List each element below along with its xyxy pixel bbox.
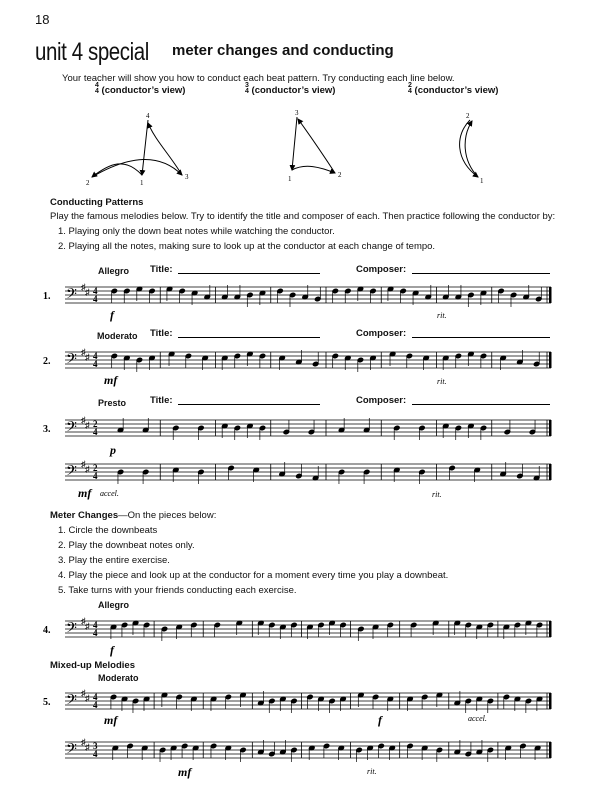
sharp-icon: ♯ [81,459,86,469]
rit-marking: rit. [432,490,442,499]
page-number: 18 [35,12,50,27]
meter-changes-suffix: —On the pieces below: [118,510,217,521]
unit-title: unit 4 special [35,38,149,66]
line-number: 2. [43,356,51,367]
rit-marking: rit. [437,377,447,386]
bass-clef-icon: 𝄢 [66,463,77,482]
bass-clef-icon: 𝄢 [66,419,77,438]
meter-step-5: 5. Take turns with your friends conducting each exercise. [58,585,297,596]
beat-2: 2 [338,171,342,179]
final-bar-line [549,621,552,637]
title-label: Title: [150,328,173,339]
sharp-icon: ♯ [85,420,90,430]
sharp-icon: ♯ [85,352,90,362]
dynamic-marking: f [378,713,382,727]
pattern-step-1: 1. Playing only the down beat notes while watching the conductor. [58,226,335,237]
title-label: Title: [150,395,173,406]
time-signature-top: 4 [93,351,98,361]
beat-2: 2 [86,179,90,187]
bass-clef-icon: 𝄢 [66,620,77,639]
meter-step-3: 3. Play the entire exercise. [58,555,170,566]
final-bar-line [549,420,552,436]
dynamic-marking: mf [104,373,118,387]
sharp-icon: ♯ [85,693,90,703]
accel-marking: accel. [468,714,487,723]
time-signature-bottom: 4 [93,427,98,437]
time-signature-bottom: 4 [93,471,98,481]
sharp-icon: ♯ [81,415,86,425]
beat-1: 1 [288,175,292,183]
time-signature-top: 4 [93,286,98,296]
final-bar-line [549,287,552,303]
time-signature: 3 4 [245,82,249,95]
pattern-step-2: 2. Playing all the notes, making sure to look up at the conductor at each change of tempo. [58,241,436,252]
final-bar-line [549,464,552,480]
bass-clef-icon: 𝄢 [66,692,77,711]
final-bar-line [549,352,552,368]
sharp-icon: ♯ [85,621,90,631]
view-label: (conductor’s view) [414,85,499,96]
dynamic-marking: mf [178,765,192,779]
conducting-patterns-heading: Conducting Patterns [50,197,144,208]
mixed-up-heading: Mixed-up Melodies [50,660,135,671]
title-label: Title: [150,264,173,275]
line-number: 5. [43,697,51,708]
intro-text: Your teacher will show you how to conduct each beat pattern. Try conducting each line below. [62,73,455,84]
time-signature-top: 2 [93,419,98,429]
time-signature: 4 4 [95,82,99,95]
bass-clef-icon: 𝄢 [66,286,77,305]
tempo-marking: Allegro [98,600,130,610]
sharp-icon: ♯ [85,464,90,474]
conducting-instructions: Play the famous melodies below. Try to identify the title and composer of each. Then practice following the conductor by: [50,211,556,222]
line-number: 4. [43,625,51,636]
sharp-icon: ♯ [81,688,86,698]
tempo-marking: Presto [98,398,127,408]
sharp-icon: ♯ [81,282,86,292]
tempo-marking: Allegro [98,266,130,276]
rit-marking: rit. [367,767,377,776]
view-label: (conductor’s view) [251,85,336,96]
bass-clef-icon: 𝄢 [66,351,77,370]
meter-step-1: 1. Circle the downbeats [58,525,158,536]
dynamic-marking: mf [104,713,118,727]
final-bar-line [549,742,552,758]
sharp-icon: ♯ [85,742,90,752]
sharp-icon: ♯ [85,287,90,297]
dynamic-marking: f [110,308,114,322]
beat-3: 3 [295,109,299,117]
time-signature: 2 4 [408,82,412,95]
dynamic-marking: mf [78,486,92,500]
rit-marking: rit. [437,311,447,320]
time-signature-bottom: 4 [93,628,98,638]
beat-3: 3 [185,173,189,181]
sharp-icon: ♯ [81,737,86,747]
sharp-icon: ♯ [81,616,86,626]
composer-label: Composer: [356,264,407,275]
time-signature-bottom: 4 [93,700,98,710]
time-signature-bottom: 4 [93,749,98,759]
dynamic-marking: p [110,443,116,457]
meter-step-4: 4. Play the piece and look up at the conductor for a moment every time you play a downbeat. [58,570,449,581]
tempo-marking: Moderato [98,673,139,683]
meter-step-2: 2. Play the downbeat notes only. [58,540,195,551]
time-signature-top: 3 [93,741,98,751]
time-signature-top: 4 [93,692,98,702]
time-signature-top: 4 [93,620,98,630]
composer-label: Composer: [356,395,407,406]
sharp-icon: ♯ [81,347,86,357]
page-subtitle: meter changes and conducting [172,42,394,59]
line-number: 1. [43,291,51,302]
time-signature-bottom: 4 [93,294,98,304]
tempo-marking: Moderato [97,331,138,341]
bass-clef-icon: 𝄢 [66,741,77,760]
beat-2: 2 [466,112,470,120]
beat-4: 4 [146,112,150,120]
final-bar-line [549,693,552,709]
beat-1: 1 [480,177,484,185]
composer-label: Composer: [356,328,407,339]
view-label: (conductor’s view) [101,85,186,96]
dynamic-marking: f [110,643,114,657]
time-signature-top: 2 [93,463,98,473]
time-signature-bottom: 4 [93,359,98,369]
accel-marking: accel. [100,489,119,498]
beat-1: 1 [140,179,144,187]
meter-changes-heading: Meter Changes [50,510,119,521]
line-number: 3. [43,424,51,435]
